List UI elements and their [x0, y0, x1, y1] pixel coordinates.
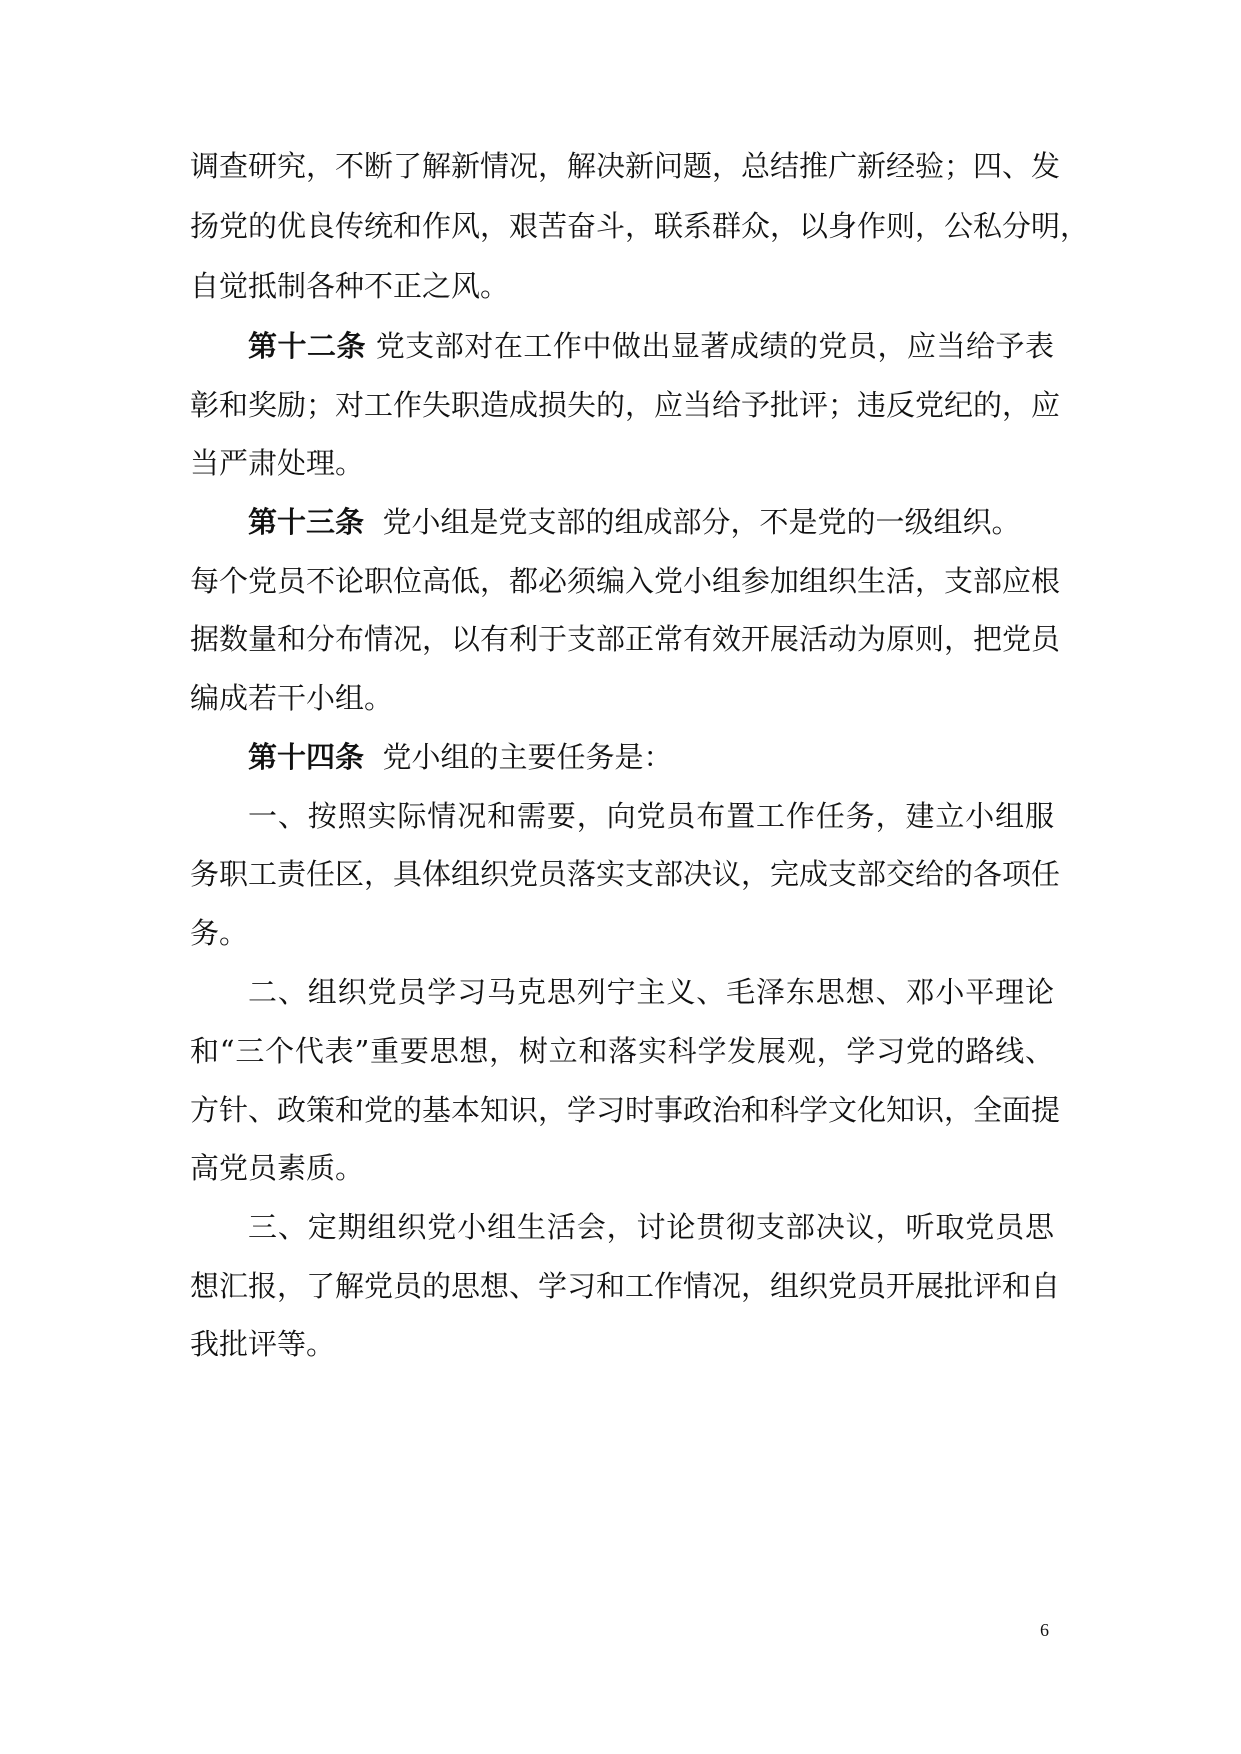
article-13-first-line [248, 502, 1020, 542]
text-line: 务职工责任区，具体组织党员落实支部决议，完成支部交给的各项任 [190, 857, 1061, 891]
text-line: 想汇报，了解党员的思想、学习和工作情况，组织党员开展批评和自 [190, 1269, 1061, 1303]
article-text: 党小组是党支部的组成部分，不是党的一级组织。 [382, 505, 1021, 539]
text-line: 每个党员不论职位高低，都必须编入党小组参加组织生活，支部应根 [190, 564, 1061, 598]
text-line: 高党员素质。 [190, 1151, 365, 1185]
article-heading: 第十二条 [248, 329, 367, 363]
text-line: 调查研究，不断了解新情况，解决新问题，总结推广新经验；四、发 [190, 149, 1061, 183]
text-line: 当严肃处理。 [190, 446, 365, 480]
item-first-line: 二、组织党员学习马克思列宁主义、毛泽东思想、邓小平理论 [248, 975, 1054, 1009]
article-heading: 第十三条 [248, 505, 365, 539]
article-14-first-line [248, 737, 672, 777]
text-line: 方针、政策和党的基本知识，学习时事政治和科学文化知识，全面提 [190, 1093, 1061, 1127]
text-line: 和“三个代表”重要思想，树立和落实科学发展观，学习党的路线、 [190, 1034, 1054, 1068]
article-heading: 第十四条 [248, 740, 365, 774]
text-line: 彰和奖励；对工作失职造成损失的，应当给予批评；违反党纪的，应 [190, 388, 1061, 422]
text-line: 据数量和分布情况，以有利于支部正常有效开展活动为原则，把党员 [190, 622, 1061, 656]
article-text: 党支部对在工作中做出显著成绩的党员，应当给予表 [375, 329, 1054, 363]
text-line: 我批评等。 [190, 1327, 336, 1361]
text-line: 务。 [190, 916, 249, 950]
text-line: 编成若干小组。 [190, 681, 394, 715]
article-12-first-line [248, 326, 1054, 366]
article-text: 党小组的主要任务是： [382, 740, 673, 774]
item-first-line: 一、按照实际情况和需要，向党员布置工作任务，建立小组服 [248, 799, 1054, 833]
page-number: 6 [1040, 1620, 1049, 1640]
item-first-line: 三、定期组织党小组生活会，讨论贯彻支部决议，听取党员思 [248, 1210, 1054, 1244]
text-line: 扬党的优良传统和作风，艰苦奋斗，联系群众，以身作则，公私分明， [190, 209, 1090, 243]
text-line: 自觉抵制各种不正之风。 [190, 269, 510, 303]
